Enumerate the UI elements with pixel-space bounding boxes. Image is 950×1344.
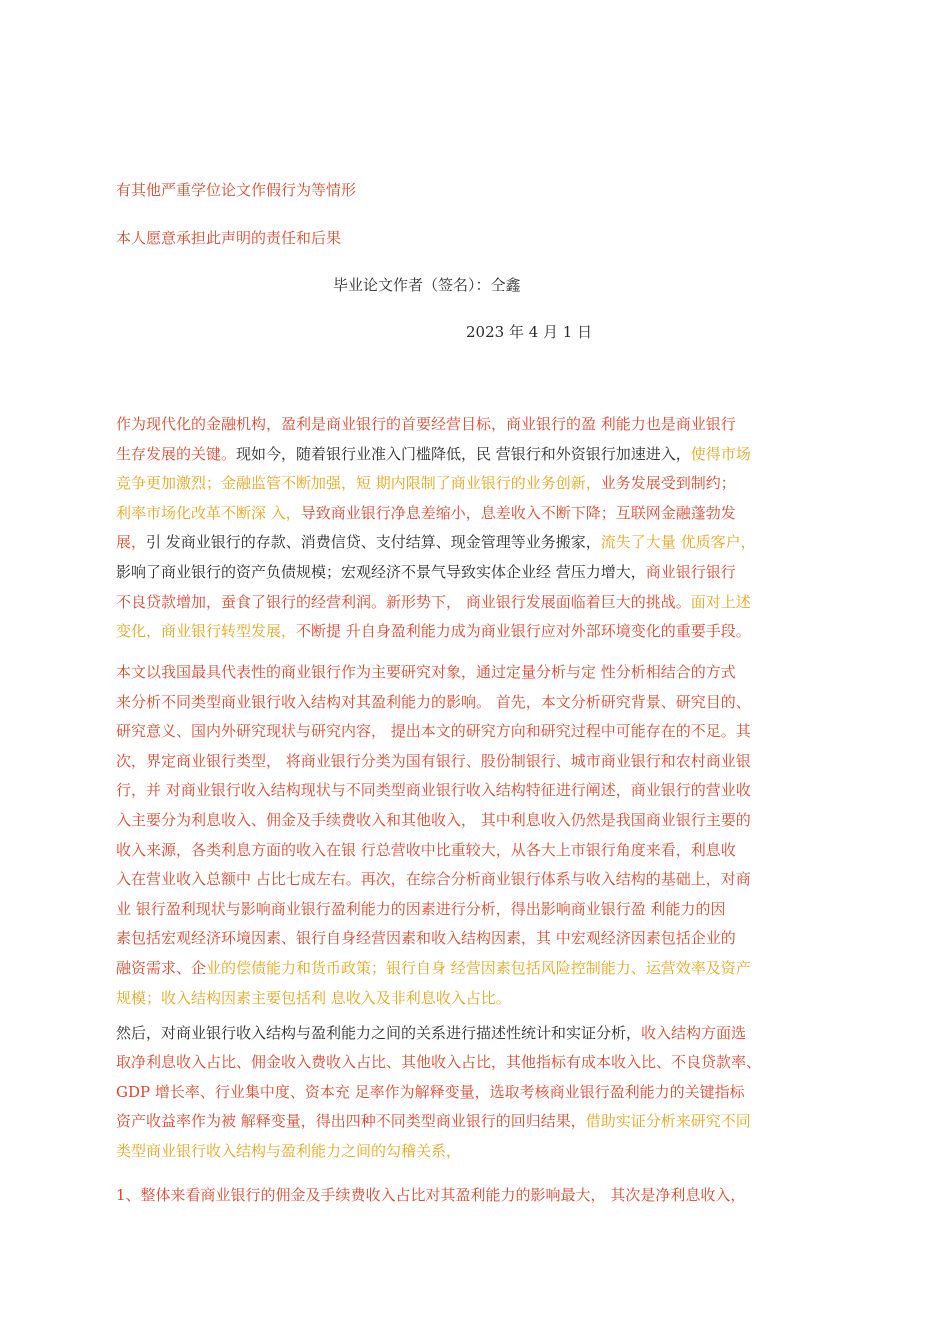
text-segment: 借助实证分析来研究不同 bbox=[585, 1112, 751, 1131]
text-segment: 面对上述 bbox=[690, 592, 751, 611]
text-line bbox=[116, 592, 751, 612]
text-segment: 本文以我国最具代表性的商业银行作为主要研究对象，通过定量分析与定 性分析相结合的方式 bbox=[116, 663, 736, 681]
text-line bbox=[116, 810, 751, 830]
text-segment: 规模；收入结构因素主要包括利 息收入及非利息收入占比。 bbox=[116, 988, 511, 1007]
text-segment: 融资需求、企 bbox=[116, 959, 207, 977]
text-segment: 业的偿债能力和货币政策；银行自身 经营因素包括风险控制能力、运营效率及资产 bbox=[206, 959, 751, 977]
text-segment: 生存发展的关键。 bbox=[116, 444, 237, 463]
text-line bbox=[116, 899, 726, 919]
text-segment: 取净利息收入占比、佣金收入费收入占比、其他收入占比，其他指标有成本收入比、不良贷款率、 bbox=[116, 1053, 762, 1072]
text-line bbox=[116, 928, 736, 948]
text-line bbox=[116, 840, 736, 860]
text-line bbox=[116, 988, 511, 1008]
text-segment: 影响了商业银行的资产负债规模；宏观经济不景气导致实体企业经 营压力增大， bbox=[116, 563, 646, 581]
text-line bbox=[116, 1082, 745, 1102]
text-line bbox=[116, 1052, 761, 1072]
text-line bbox=[116, 444, 751, 464]
text-line bbox=[116, 532, 756, 552]
text-line bbox=[116, 751, 751, 771]
text-segment: 类型商业银行收入结构与盈利能力之间的勾稽关系， bbox=[116, 1141, 462, 1160]
text-line bbox=[116, 692, 751, 712]
text-line bbox=[116, 562, 736, 582]
text-line bbox=[116, 473, 736, 493]
text-segment: 利率市场化改革不断深 入， bbox=[116, 503, 301, 522]
text-segment: 使得市场 bbox=[690, 444, 751, 463]
text-segment: 导致商业银行净息差缩小，息差收入不断下降；互联网金融蓬勃发 bbox=[300, 503, 736, 522]
text-line bbox=[116, 721, 751, 741]
text-segment: 1、整体来看商业银行的佣金及手续费收入占比对其盈利能力的影响最大， 其次是净利息收入， bbox=[116, 1186, 746, 1204]
text-line bbox=[116, 662, 736, 682]
text-line bbox=[116, 780, 751, 800]
text-segment: 次，界定商业银行类型， 将商业银行分类为国有银行、股份制银行、城市商业银行和农村商业银 bbox=[116, 751, 751, 770]
text-segment: 变化，商业银行转型发展， bbox=[116, 622, 297, 641]
declaration-line-1: 有其他严重学位论文作假行为等情形 bbox=[116, 181, 357, 199]
text-segment: 收入来源，各类利息方面的收入在银 行总营收中比重较大，从各大上市银行角度来看，利息收 bbox=[116, 840, 736, 859]
text-segment: 现如今，随着银行业准入门槛降低，民 营银行和外资银行加速进入， bbox=[236, 444, 691, 463]
text-segment: GDP 增长率、行业集中度、资本充 足率作为解释变量，选取考核商业银行盈利能力的关键指标 bbox=[116, 1082, 745, 1101]
text-segment: 来分析不同类型商业银行收入结构对其盈利能力的影响。 首先，本文分析研究背景、研究目的、 bbox=[116, 692, 751, 711]
text-segment: 素包括宏观经济环境因素、银行自身经营因素和收入结构因素，其 中宏观经济因素包括企业的 bbox=[116, 929, 736, 948]
text-segment: 入主要分为利息收入、佣金及手续费收入和其他收入， 其中利息收入仍然是我国商业银行主要的 bbox=[116, 811, 751, 829]
text-segment: 研究意义、国内外研究现状与研究内容， 提出本文的研究方向和研究过程中可能存在的不足。其 bbox=[116, 722, 751, 741]
text-segment: 入在营业收入总额中 占比七成左右。再次，在综合分析商业银行体系与收入结构的基础上，对商 bbox=[116, 870, 751, 889]
text-line bbox=[116, 1185, 745, 1205]
text-line bbox=[116, 503, 736, 523]
declaration-line-2: 本人愿意承担此声明的责任和后果 bbox=[116, 229, 342, 247]
text-line bbox=[116, 1111, 751, 1131]
text-segment: 行，并 对商业银行收入结构现状与不同类型商业银行收入结构特征进行阐述，商业银行的营业收 bbox=[116, 781, 751, 800]
date-line: 2023 年 4 月 1 日 bbox=[466, 323, 593, 341]
text-segment: 作为现代化的金融机构，盈利是商业银行的首要经营目标，商业银行的盈 利能力也是商业银行 bbox=[116, 415, 736, 433]
text-segment: 流失了大量 优质客户， bbox=[600, 533, 756, 552]
text-segment: 业务发展受到制约； bbox=[600, 474, 736, 493]
text-segment: 然后，对商业银行收入结构与盈利能力之间的关系进行描述性统计和实证分析， bbox=[116, 1024, 642, 1042]
signature-line: 毕业论文作者（签名）：仝鑫 bbox=[333, 276, 521, 294]
text-segment: 不断提 升自身盈利能力成为商业银行应对外部环境变化的重要手段。 bbox=[296, 622, 751, 641]
text-segment: 收入结构方面选 bbox=[641, 1024, 747, 1042]
text-line bbox=[116, 958, 751, 978]
text-line bbox=[116, 1023, 746, 1043]
text-line bbox=[116, 621, 751, 641]
text-segment: 引 发商业银行的存款、消费信贷、支付结算、现金管理等业务搬家， bbox=[146, 533, 601, 552]
text-segment: 不良贷款增加，蚕食了银行的经营利润。新形势下， 商业银行发展面临着巨大的挑战。 bbox=[116, 592, 691, 611]
text-segment: 商业银行银行 bbox=[645, 563, 736, 581]
text-line bbox=[116, 1141, 461, 1161]
text-line bbox=[116, 869, 751, 889]
text-segment: 业 银行盈利现状与影响商业银行盈利能力的因素进行分析，得出影响商业银行盈 利能力的因 bbox=[116, 899, 726, 918]
text-line bbox=[116, 414, 736, 434]
text-segment: 资产收益率作为被 解释变量，得出四种不同类型商业银行的回归结果， bbox=[116, 1112, 586, 1131]
text-segment: 竞争更加激烈；金融监管不断加强，短 期内限制了商业银行的业务创新， bbox=[116, 474, 601, 493]
text-segment: 展， bbox=[116, 533, 147, 552]
